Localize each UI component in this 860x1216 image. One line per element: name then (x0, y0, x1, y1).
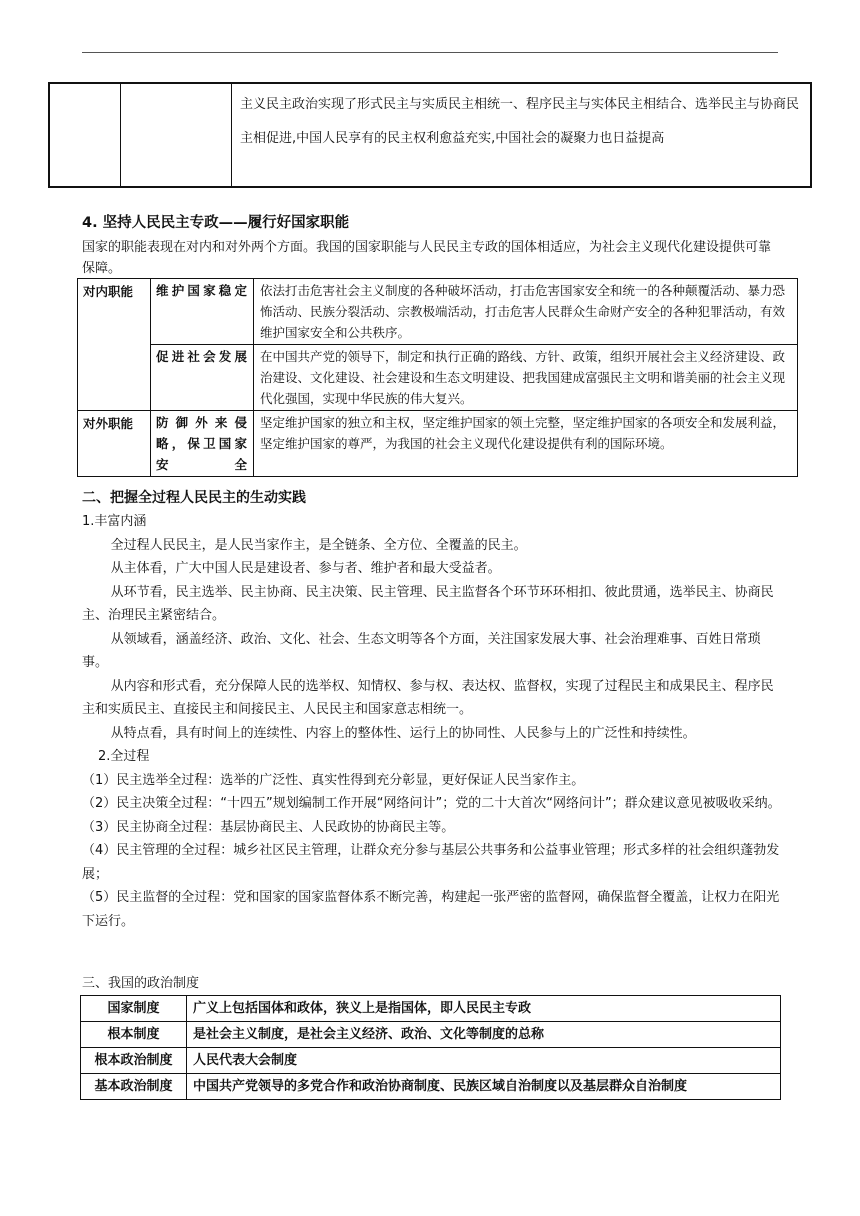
subheading: 2.全过程 (98, 749, 150, 764)
table-row (81, 1074, 781, 1100)
paragraph: 全过程人民民主，是人民当家作主，是全链条、全方位、全覆盖的民主。 (110, 537, 527, 553)
empty-cell (121, 83, 232, 187)
header-rule (82, 52, 778, 53)
section-body (82, 510, 782, 933)
function-category: 对内职能 (78, 279, 151, 411)
section-heading: 4. 坚持人民民主专政——履行好国家职能 (82, 215, 350, 231)
system-description: 中国共产党领导的多党合作和政治协商制度、民族区域自治制度以及基层群众自治制度 (187, 1074, 781, 1100)
function-description: 依法打击危害社会主义制度的各种破坏活动，打击危害国家安全和统一的各种颠覆活动、暴力恐怖活动、民族分裂活动、宗教极端活动，打击危害人民群众生命财产安全的各种犯罪活动，有效维护国家安全和公共秩序。 (254, 279, 798, 345)
system-name: 根本政治制度 (81, 1048, 187, 1074)
paragraph: 从主体看，广大中国人民是建设者、参与者、维护者和最大受益者。 (110, 561, 501, 576)
system-description: 广义上包括国体和政体，狭义上是指国体，即人民民主专政 (187, 996, 781, 1022)
paragraph: 从领域看，涵盖经济、政治、文化、社会、生态文明等各个方面，关注国家发展大事、社会治理难事、百姓日常琐事。 (82, 631, 761, 670)
function-category: 对外职能 (78, 411, 151, 477)
function-name: 维护国家稳定 (151, 279, 254, 345)
function-description: 坚定维护国家的独立和主权，坚定维护国家的领土完整，坚定维护国家的各项安全和发展利益，坚定维护国家的尊严，为我国的社会主义现代化建设提供有利的国际环境。 (254, 411, 798, 477)
state-functions-table (77, 278, 798, 477)
table-row (49, 83, 811, 187)
continuation-table (48, 82, 812, 188)
section-intro: 国家的职能表现在对内和对外两个方面。我国的国家职能与人民民主专政的国体相适应，为社会主义现代化建设提供可靠保障。 (82, 240, 772, 276)
list-item: （4）民主管理的全过程：城乡社区民主管理，让群众充分参与基层公共事务和公益事业管理；形式多样的社会组织蓬勃发展； (82, 843, 780, 882)
table-row (78, 279, 798, 345)
system-name: 基本政治制度 (81, 1074, 187, 1100)
table-row (81, 1048, 781, 1074)
table-row (81, 1022, 781, 1048)
section-heading: 二、把握全过程人民民主的生动实践 (82, 490, 306, 506)
system-description: 是社会主义制度，是社会主义经济、政治、文化等制度的总称 (187, 1022, 781, 1048)
empty-cell (49, 83, 121, 187)
list-item: （3）民主协商全过程：基层协商民主、人民政协的协商民主等。 (82, 819, 455, 835)
paragraph: 从环节看，民主选举、民主协商、民主决策、民主管理、民主监督各个环节环环相扣、彼此贯通，选举民主、协商民主、治理民主紧密结合。 (82, 584, 774, 623)
function-name: 促进社会发展 (151, 345, 254, 411)
table-row (78, 345, 798, 411)
system-name: 根本制度 (81, 1022, 187, 1048)
list-item: （2）民主决策全过程：“十四五”规划编制工作开展“网络问计”；党的二十大首次“网络问计”；群众建议意见被吸收采纳。 (82, 796, 781, 811)
function-description: 在中国共产党的领导下，制定和执行正确的路线、方针、政策，组织开展社会主义经济建设、政治建设、文化建设、社会建设和生态文明建设、把我国建成富强民主文明和谐美丽的社会主义现代化强国，实现中华民族的伟大复兴。 (254, 345, 798, 411)
function-name: 防御外来侵略，保卫国家安全 (151, 411, 254, 477)
list-item: （5）民主监督的全过程：党和国家的国家监督体系不断完善，构建起一张严密的监督网，确保监督全覆盖，让权力在阳光下运行。 (82, 890, 780, 929)
table-cell (232, 83, 812, 187)
table-row (78, 411, 798, 477)
political-system-table (80, 995, 781, 1100)
list-item: （1）民主选举全过程：选举的广泛性、真实性得到充分彰显，更好保证人民当家作主。 (82, 772, 585, 788)
subheading: 1.丰富内涵 (82, 514, 147, 529)
system-description: 人民代表大会制度 (187, 1048, 781, 1074)
paragraph: 从内容和形式看，充分保障人民的选举权、知情权、参与权、表达权、监督权，实现了过程民主和成果民主、程序民主和实质民主、直接民主和间接民主、人民民主和国家意志相统一。 (82, 678, 774, 717)
system-name: 国家制度 (81, 996, 187, 1022)
paragraph: 从特点看，具有时间上的连续性、内容上的整体性、运行上的协同性、人民参与上的广泛性和持续性。 (110, 725, 696, 741)
continuation-text: 主义民主政治实现了形式民主与实质民主相统一、程序民主与实体民主相结合、选举民主与协商民主相促进,中国人民享有的民主权利愈益充实,中国社会的凝聚力也日益提高 (240, 97, 800, 146)
table-row (81, 996, 781, 1022)
section-heading: 三、我国的政治制度 (82, 976, 200, 991)
